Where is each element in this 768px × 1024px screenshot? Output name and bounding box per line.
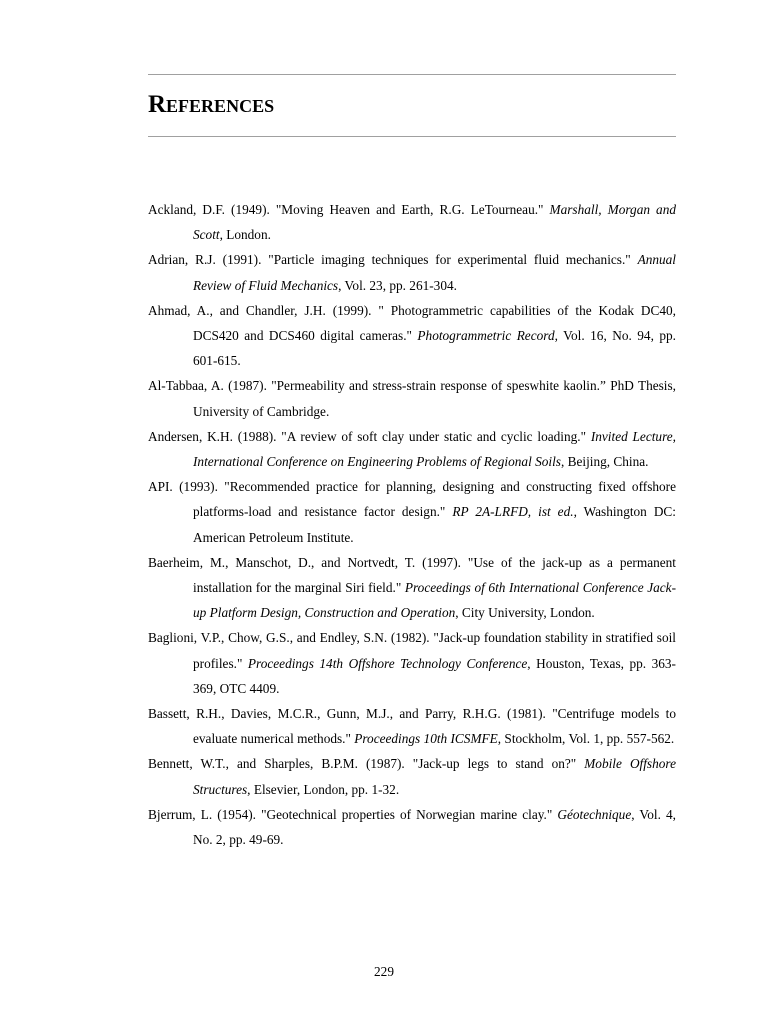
reference-source: Marshall, Morgan and Scott xyxy=(193,202,676,243)
top-rule xyxy=(148,74,676,75)
reference-details: , Elsevier, London, pp. 1-32. xyxy=(247,781,400,797)
reference-source: RP 2A-LRFD, ist ed. xyxy=(452,504,574,520)
reference-details: , Beijing, China. xyxy=(560,454,649,470)
reference-entry xyxy=(148,625,676,701)
reference-details: , Vol. 16, No. 94, pp. 601-615. xyxy=(193,328,676,369)
reference-text: API. (1993). "Recommended practice for planning, designing and constructing fixed offshore platforms-load and resistance factor design." xyxy=(148,479,676,520)
reference-text: Ahmad, A., and Chandler, J.H. (1999). " Photogrammetric capabilities of the Kodak DC40, DCS420 and DCS460 digital cameras." xyxy=(148,302,676,344)
reference-source: Géotechnique xyxy=(557,806,632,822)
reference-entry xyxy=(148,373,676,423)
reference-entry xyxy=(148,751,676,801)
reference-entry xyxy=(148,424,676,474)
reference-text: Baglioni, V.P., Chow, G.S., and Endley, S.N. (1982). "Jack-up foundation stability in stratified soil profiles." xyxy=(148,630,676,671)
reference-text: Adrian, R.J. (1991). "Particle imaging techniques for experimental fluid mechanics." xyxy=(148,252,638,268)
reference-details: , City University, London. xyxy=(455,605,595,621)
reference-details: , Houston, Texas, pp. 363-369, OTC 4409. xyxy=(193,655,676,696)
reference-entry xyxy=(148,550,676,626)
reference-entry xyxy=(148,474,676,550)
reference-text: Bassett, R.H., Davies, M.C.R., Gunn, M.J., and Parry, R.H.G. (1981). "Centrifuge models to evaluate numerical methods." xyxy=(148,706,676,747)
reference-text: Bjerrum, L. (1954). "Geotechnical properties of Norwegian marine clay." xyxy=(148,806,558,822)
reference-text: Ackland, D.F. (1949). "Moving Heaven and Earth, R.G. LeTourneau." xyxy=(148,202,550,217)
reference-entry xyxy=(148,298,676,374)
reference-entry xyxy=(148,802,676,852)
reference-list xyxy=(148,197,676,852)
reference-source: Photogrammetric Record xyxy=(417,328,555,344)
reference-source: Proceedings of 6th International Conference Jack-up Platform Design, Construction and Operation xyxy=(193,580,676,621)
reference-source: Invited Lecture, International Conference on Engineering Problems of Regional Soils xyxy=(193,428,676,470)
reference-text: Baerheim, M., Manschot, D., and Nortvedt, T. (1997). "Use of the jack-up as a permanent installation for the marginal Siri field." xyxy=(148,554,676,596)
reference-source: Annual Review of Fluid Mechanics xyxy=(193,252,676,293)
reference-text: Bennett, W.T., and Sharples, B.P.M. (1987). "Jack-up legs to stand on?" xyxy=(148,756,585,772)
reference-entry xyxy=(148,247,676,297)
reference-text: Andersen, K.H. (1988). "A review of soft clay under static and cyclic loading." xyxy=(148,428,591,444)
page-heading: References xyxy=(148,91,275,118)
reference-details: , Vol. 23, pp. 261-304. xyxy=(338,277,457,293)
reference-details: , London. xyxy=(219,227,271,243)
reference-details: , Vol. 4, No. 2, pp. 49-69. xyxy=(193,806,676,848)
reference-source: Proceedings 14th Offshore Technology Conference xyxy=(247,655,528,671)
reference-text: Al-Tabbaa, A. (1987). "Permeability and stress-strain response of speswhite kaolin.” PhD Thesis, University of Cambridge. xyxy=(148,378,676,419)
reference-details: , Stockholm, Vol. 1, pp. 557-562. xyxy=(497,731,675,747)
reference-entry xyxy=(148,197,676,247)
reference-source: Proceedings 10th ICSMFE xyxy=(354,731,498,747)
reference-entry xyxy=(148,701,676,751)
reference-source: Mobile Offshore Structures xyxy=(193,756,676,797)
reference-details: , Washington DC: American Petroleum Institute. xyxy=(193,504,676,545)
heading-rule xyxy=(148,136,676,137)
page-number: 229 xyxy=(374,964,394,979)
